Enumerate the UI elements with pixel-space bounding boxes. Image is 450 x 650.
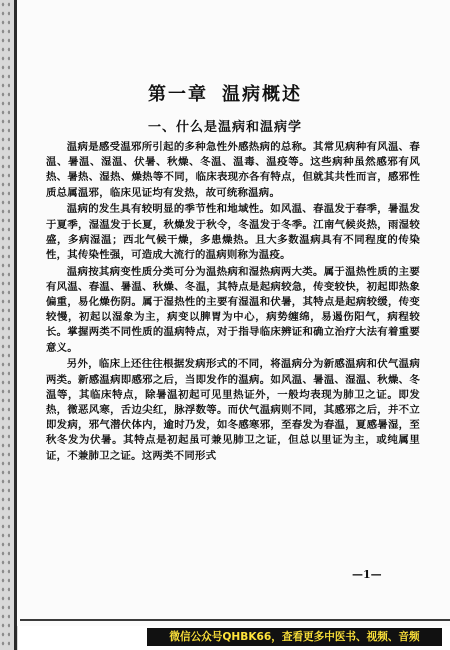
body-text	[46, 140, 420, 465]
page-number: —1—	[352, 568, 382, 581]
page-bottom-edge	[20, 619, 450, 621]
chapter-heading	[0, 80, 450, 106]
paragraph-2: 温病的发生具有较明显的季节性和地域性。如风温、春温发于春季，暑温发于夏季，湿温发于长夏，秋燥发于秋令，冬温发于冬季。江南气候炎热，雨湿较盛，多病湿温；西北气候干燥，多患燥热。且大多数温病具有不同程度的传染性，其传染性强，可造成大流行的温病则称为温疫。	[46, 203, 420, 261]
paragraph-4: 另外，临床上还往往根据发病形式的不同，将温病分为新感温病和伏气温病两类。新感温病即感邪之后，当即发作的温病。如风温、暑温、湿温、秋燥、冬温等，其临床特点，除暑温初起可见里热证外，一般均表现为肺卫之证。即发热，微恶风寒，舌边尖红，脉浮数等。而伏气温病则不同，其感邪之后，并不立即发病，邪气潜伏体内，逾时乃发，如冬感寒邪，至春发为春温，夏感暑湿，至秋冬发为伏暑。其特点是初起虽可兼见肺卫之证，但总以里证为主，或纯属里证，不兼肺卫之证。这两类不同形式	[46, 358, 420, 462]
paragraph-1: 温病是感受温邪所引起的多种急性外感热病的总称。其常见病种有风温、春温、暑温、湿温、伏暑、秋燥、冬温、温毒、温疫等。这些病种虽然感邪有风热、暑热、湿热、燥热等不同，临床表现亦各有特点，但就其共性而言，感邪性质总属温邪，临床见证均有发热，故可统称温病。	[46, 141, 420, 199]
chapter-title: 温病概述	[222, 84, 302, 105]
section-heading: 一、什么是温病和温病学	[147, 120, 302, 135]
footer-watermark-banner: 微信公众号QHBK66，查看更多中医书、视频、音频	[147, 628, 442, 646]
paragraph-3: 温病按其病变性质分类可分为温热病和湿热病两大类。属于温热性质的主要有风温、春温、暑温、秋燥、冬温，其特点是起病较急，传变较快，初起即热象偏重，易化燥伤阴。属于湿热性的主要有湿温和伏暑，其特点是起病较缓，传变较慢，初起以湿象为主，病变以脾胃为中心，病势缠绵，易遏伤阳气，病程较长。掌握两类不同性质的温病特点，对于指导临床辨证和确立治疗大法有着重要意义。	[46, 265, 420, 354]
chapter-number: 第一章	[148, 84, 208, 105]
